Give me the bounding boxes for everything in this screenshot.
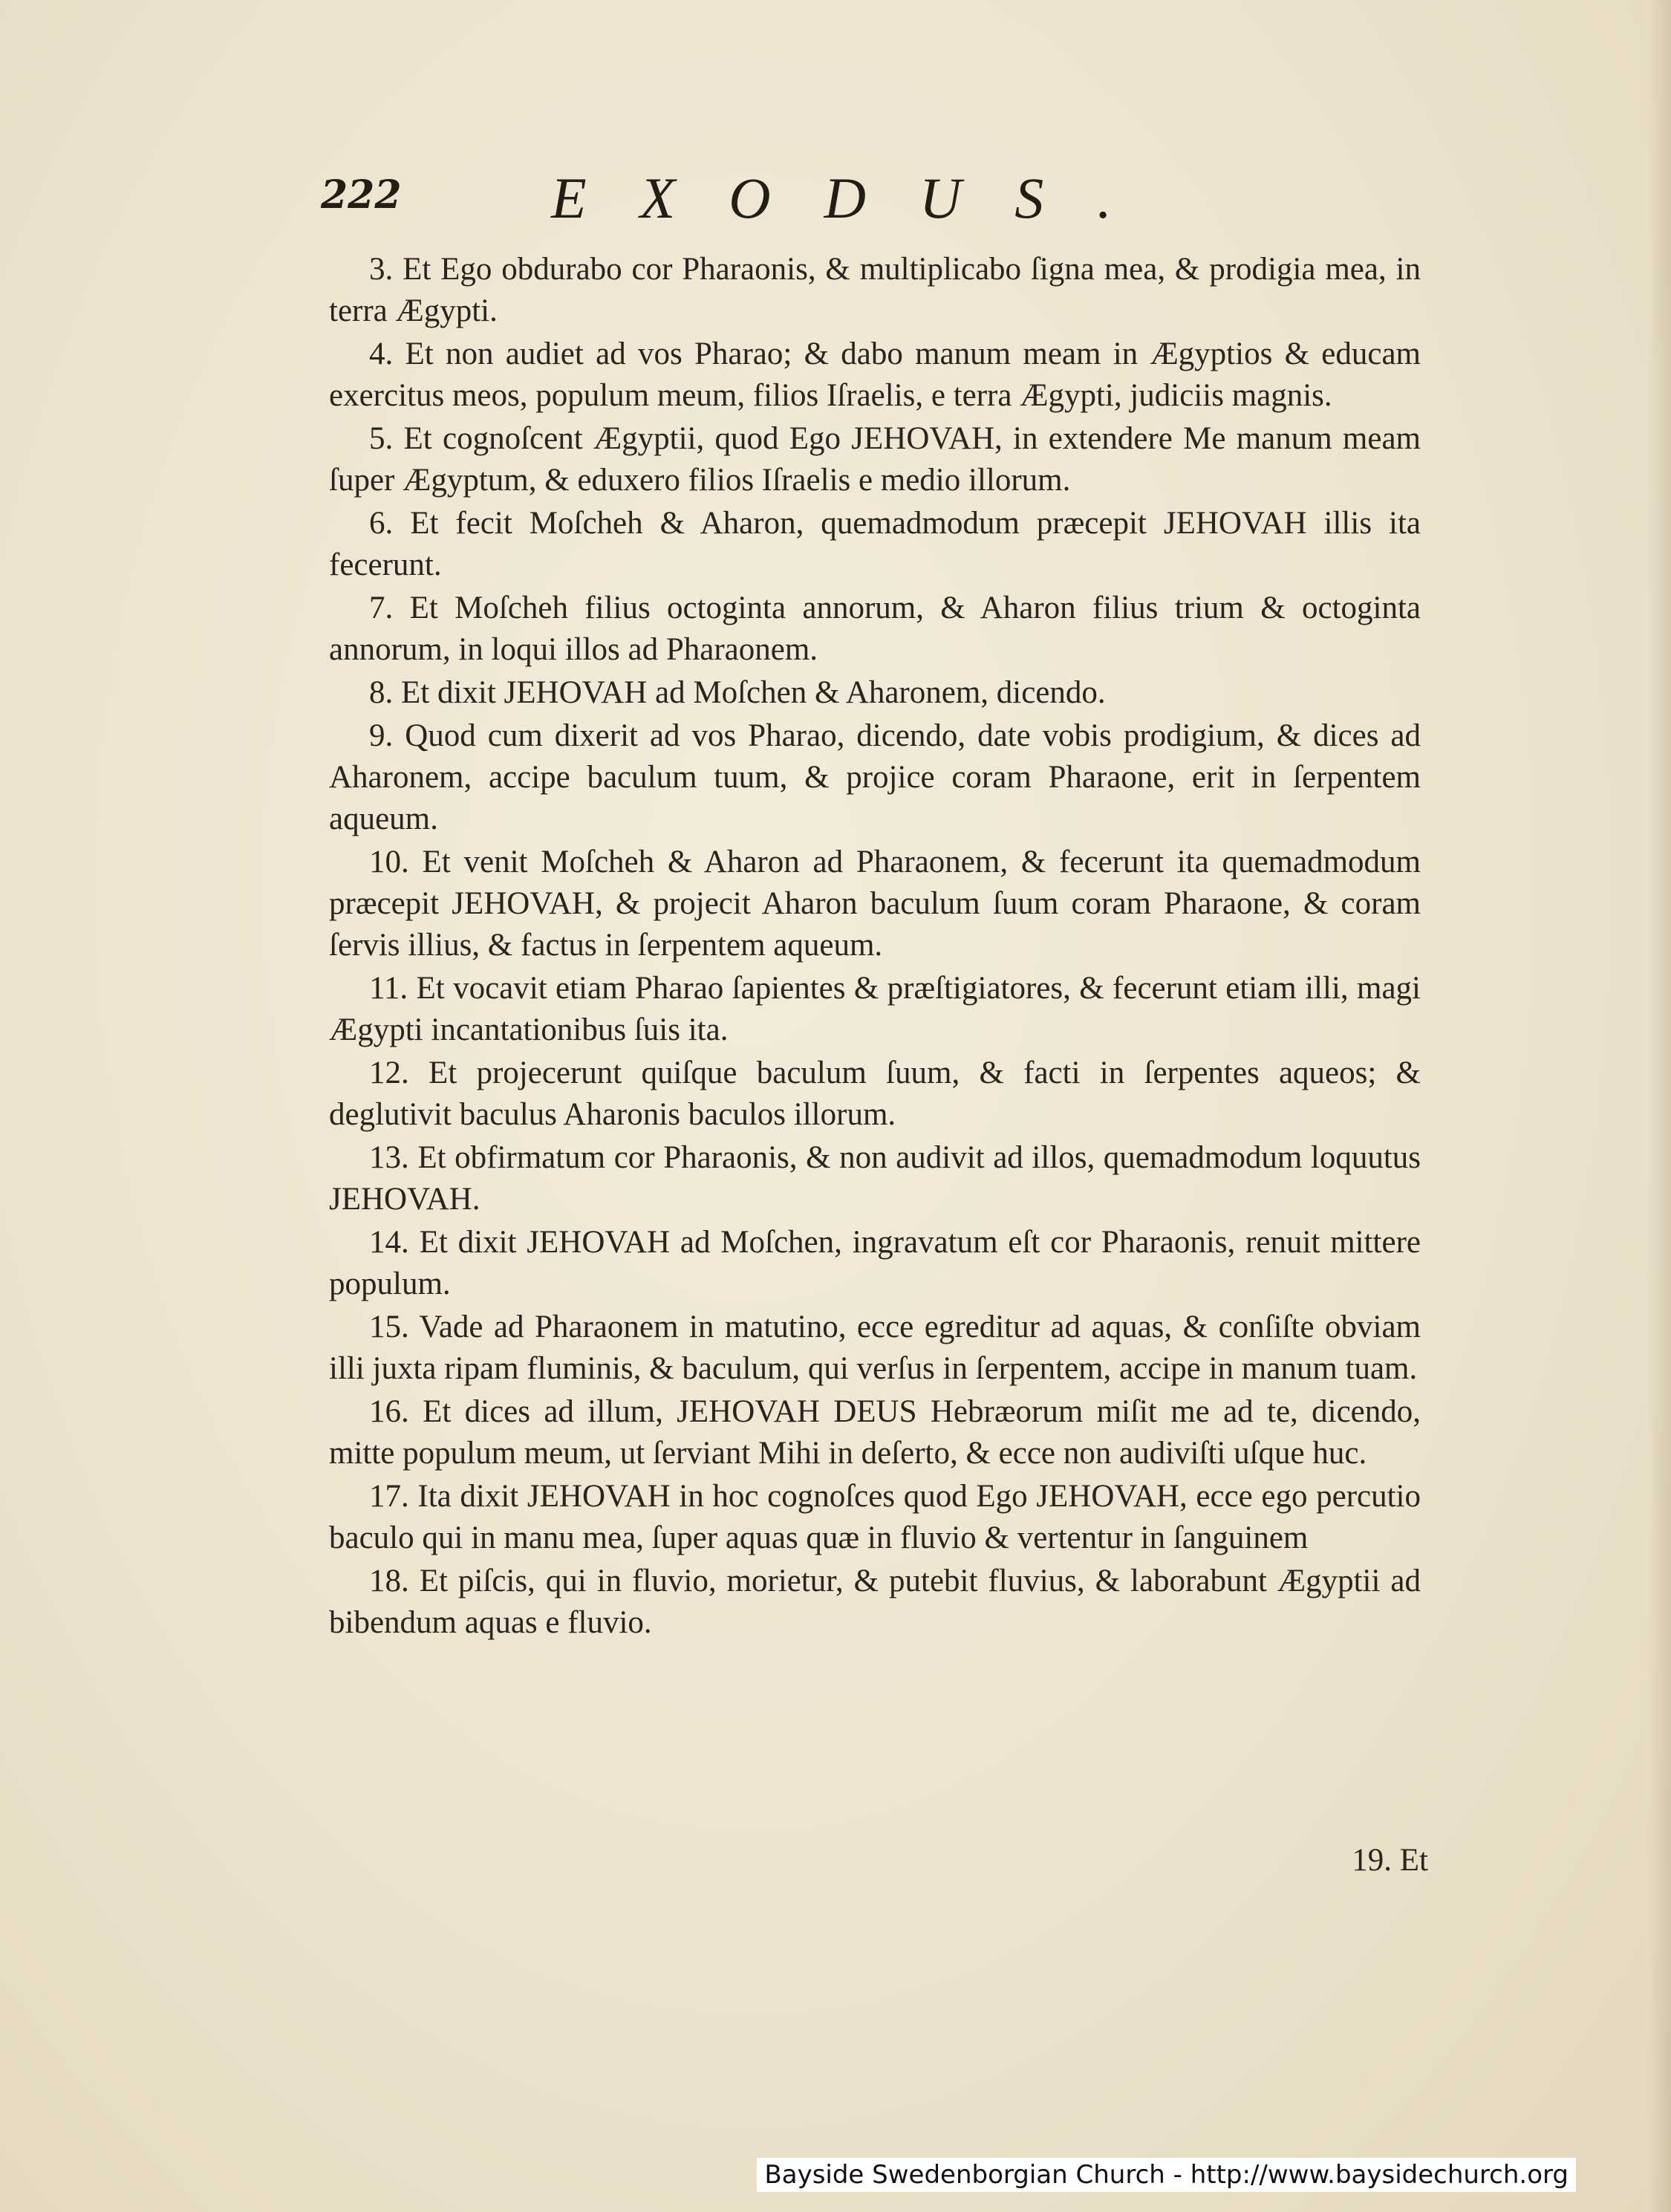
verse-text-block — [329, 249, 1421, 1645]
catchword: 19. Et — [1352, 1843, 1428, 1878]
page-number: 222 — [321, 172, 402, 218]
verse: 8. Et dixit JEHOVAH ad Moſchen & Aharonem, dicendo. — [369, 675, 1106, 710]
verse: 3. Et Ego obdurabo cor Pharaonis, & multiplicabo ſigna mea, & prodigia mea, in terra Ægypti. — [329, 252, 1421, 328]
verse: 6. Et fecit Moſcheh & Aharon, quemadmodum præcepit JEHOVAH illis ita fecerunt. — [329, 506, 1421, 582]
verse: 15. Vade ad Pharaonem in matutino, ecce egreditur ad aquas, & conſiſte obviam illi juxta ripam fluminis, & baculum, qui verſus in ſerpentem, accipe in manum tuam. — [329, 1310, 1421, 1386]
page-header — [321, 165, 1435, 232]
running-title: EXODUS. — [551, 166, 1165, 230]
verse: 5. Et cognoſcent Ægyptii, quod Ego JEHOVAH, in extendere Me manum meam ſuper Ægyptum, & eduxero filios Iſraelis e medio illorum. — [329, 421, 1421, 498]
verse: 4. Et non audiet ad vos Pharao; & dabo manum meam in Ægyptios & educam exercitus meos, populum meum, filios Iſraelis, e terra Ægypti, judiciis magnis. — [329, 336, 1421, 413]
verse: 9. Quod cum dixerit ad vos Pharao, dicendo, date vobis prodigium, & dices ad Aharonem, accipe baculum tuum, & projice coram Pharaone, erit in ſerpentem aqueum. — [329, 718, 1421, 836]
verse: 13. Et obfirmatum cor Pharaonis, & non audivit ad illos, quemadmodum loquutus JEHOVAH. — [329, 1140, 1421, 1217]
verse: 18. Et piſcis, qui in fluvio, morietur, & putebit fluvius, & laborabunt Ægyptii ad bibendum aquas e fluvio. — [329, 1564, 1421, 1640]
verse: 7. Et Moſcheh filius octoginta annorum, & Aharon filius trium & octoginta annorum, in loqui illos ad Pharaonem. — [329, 591, 1421, 667]
verse: 16. Et dices ad illum, JEHOVAH DEUS Hebræorum miſit me ad te, dicendo, mitte populum meum, ut ſerviant Mihi in deſerto, & ecce non audiviſti uſque huc. — [329, 1394, 1421, 1471]
verse: 12. Et projecerunt quiſque baculum ſuum, & facti in ſerpentes aqueos; & deglutivit baculus Aharonis baculos illorum. — [329, 1055, 1421, 1132]
verse: 10. Et venit Moſcheh & Aharon ad Pharaonem, & fecerunt ita quemadmodum præcepit JEHOVAH, & projecit Aharon baculum ſuum coram Pharaone, & coram ſervis illius, & factus in ſerpentem aqueum. — [329, 845, 1421, 963]
verse: 11. Et vocavit etiam Pharao ſapientes & præſtigiatores, & fecerunt etiam illi, magi Ægypti incantationibus ſuis ita. — [329, 971, 1421, 1047]
source-watermark: Bayside Swedenborgian Church - http://www.baysidechurch.org — [757, 2158, 1576, 2192]
page-edge-shadow — [1649, 0, 1671, 2212]
verse: 14. Et dixit JEHOVAH ad Moſchen, ingravatum eſt cor Pharaonis, renuit mittere populum. — [329, 1225, 1421, 1301]
verse: 17. Ita dixit JEHOVAH in hoc cognoſces quod Ego JEHOVAH, ecce ego percutio baculo qui in manu mea, ſuper aquas quæ in fluvio & vertentur in ſanguinem — [329, 1479, 1421, 1555]
